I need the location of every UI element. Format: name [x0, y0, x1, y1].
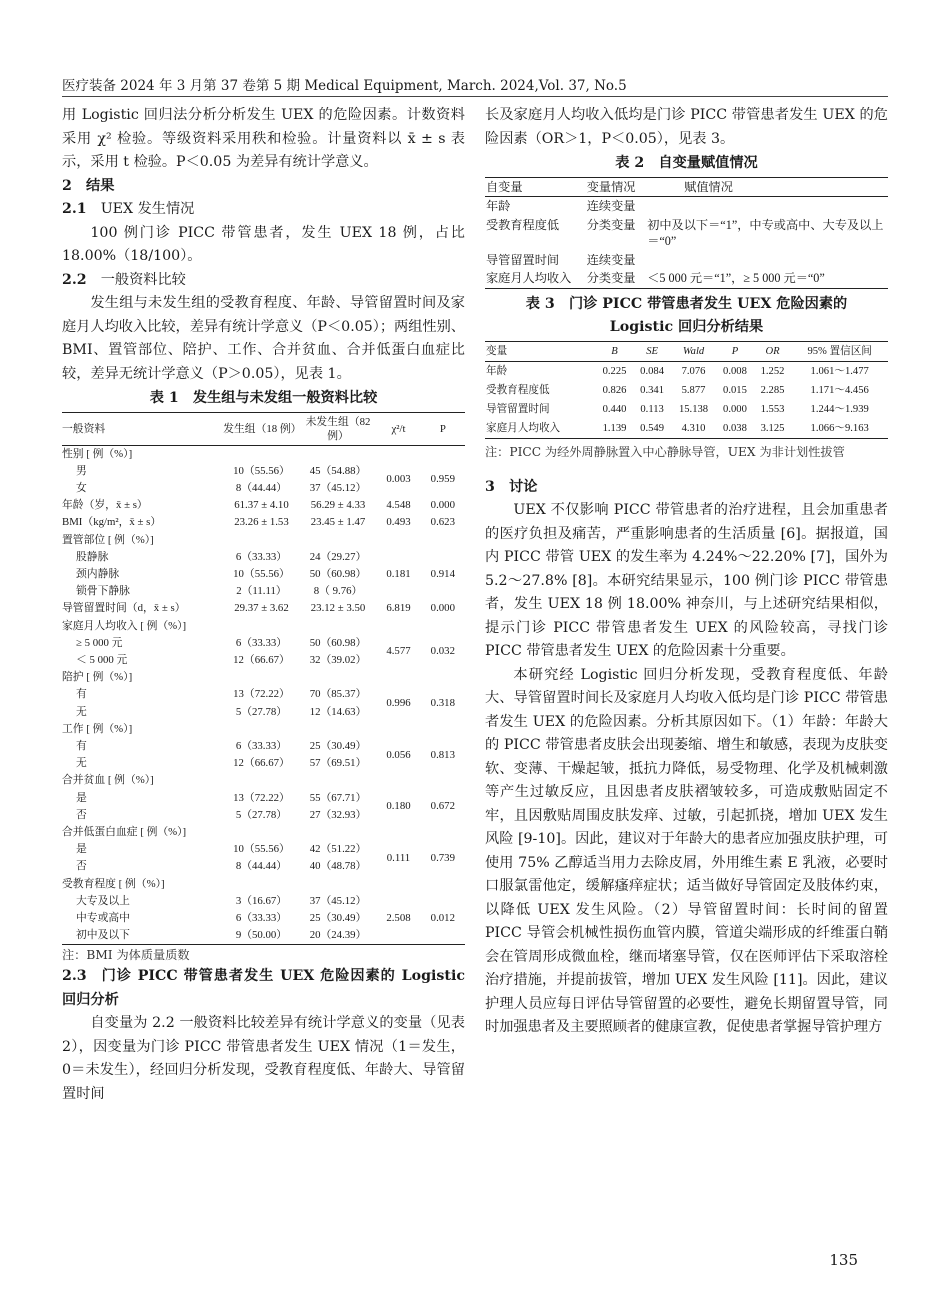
t1-label-cell: 股静脉 [76, 550, 109, 563]
t3-cell: 0.440 [602, 403, 627, 415]
section-3-heading: 3 讨论 [485, 478, 538, 495]
subsection-title: 门诊 PICC 带管患者发生 UEX 危险因素的 Logistic 回归分析 [62, 968, 465, 1008]
paragraph-2-2: 发生组与未发生组的受教育程度、年龄、导管留置时间及家庭月人均收入比较，差异有统计学意义（P＜0.05）；两组性别、BMI、置管部位、陪护、工作、合并贫血、合并低蛋白血症比较，差异无统计学意义（P＞0.05），见表 1。 [62, 295, 465, 382]
t1-header-cell: P [421, 412, 465, 445]
t1-group-a-cell: 8（44.44） [235, 860, 288, 873]
t2-type-cell: 连续变量 [586, 252, 636, 267]
t1-group-b-cell: 42（51.22） [309, 843, 367, 856]
table-row [62, 686, 465, 703]
t2-header-cell: 变量情况 [586, 177, 646, 197]
table-3-caption [485, 293, 888, 340]
table-row [485, 400, 888, 419]
continued-paragraph: 长及家庭月人均收入低均是门诊 PICC 带管患者发生 UEX 的危险因素（OR＞1，P＜0.05），见表 3。 [485, 107, 888, 147]
t1-p-cell: 0.959 [430, 473, 455, 486]
running-header: 医疗装备 2024 年 3 月第 37 卷第 5 期 Medical Equipment, March. 2024,Vol. 37, No.5 [62, 78, 627, 94]
t3-cell: 0.341 [640, 384, 665, 396]
t1-header-cell: 未发生组（82 例） [300, 412, 377, 445]
table-2-body [485, 197, 888, 289]
t1-p-cell [421, 772, 465, 789]
t3-cell: 1.171～4.456 [810, 384, 869, 396]
t1-group-b-cell: 57（69.51） [309, 757, 367, 770]
t1-label-cell: 男 [76, 464, 87, 477]
t1-label-cell: 合并贫血 [ 例（%）] [62, 774, 154, 787]
t1-group-a-cell [223, 721, 300, 738]
t1-group-a-cell: 12（66.67） [233, 653, 290, 666]
t1-group-b-cell [300, 532, 377, 549]
t1-stat-cell: 0.180 [386, 800, 411, 813]
t1-group-b-cell: 37（45.12） [309, 481, 367, 494]
t3-cell: 年龄 [486, 365, 508, 377]
table-row [485, 381, 888, 400]
t1-p-cell [421, 824, 465, 841]
t1-stat-cell: 0.111 [386, 851, 411, 864]
t1-group-a-cell: 8（44.44） [235, 481, 288, 494]
t1-label-cell: 无 [76, 705, 87, 718]
t1-label-cell: 无 [76, 757, 87, 770]
header-rule [62, 96, 888, 97]
intro-paragraph: 用 Logistic 回归法分析分析发生 UEX 的危险因素。计数资料采用 χ² 检验。等级资料采用秩和检验。计量资料以 x̄ ± s 表示，采用 t 检验。P＜0.05 为差异有统计学意义。 [62, 107, 465, 170]
right-column [485, 104, 888, 1040]
table-3 [485, 341, 888, 439]
table-row [62, 772, 465, 789]
t1-label-cell: 锁骨下静脉 [76, 585, 130, 598]
t1-group-a-cell: 6（33.33） [235, 739, 288, 752]
table-1-note: 注：BMI 为体质量质数 [62, 948, 190, 963]
t1-group-a-cell: 6（33.33） [235, 550, 288, 563]
t1-p-cell: 0.914 [430, 567, 455, 580]
table-row [62, 893, 465, 910]
t1-stat-cell [376, 772, 420, 789]
subsection-2-3-heading [62, 965, 465, 1012]
t1-group-a-cell: 13（72.22） [233, 688, 290, 701]
t3-header-cell: 95% 置信区间 [791, 341, 888, 361]
t1-p-cell: 0.623 [430, 516, 455, 529]
t1-header-cell: χ²/t [376, 412, 420, 445]
t3-header-cell: 变量 [485, 341, 596, 361]
table-row [62, 790, 465, 807]
t1-group-a-cell: 13（72.22） [233, 791, 290, 804]
table-row [62, 618, 465, 635]
t1-group-a-cell [223, 445, 300, 463]
table-row [62, 532, 465, 549]
t2-assignment-cell: ＜5 000 元＝“1”，≥ 5 000 元＝“0” [647, 271, 825, 285]
t1-label-cell: 否 [76, 808, 87, 821]
t2-header-cell: 赋值情况 [646, 177, 888, 197]
t3-cell: 1.066～9.163 [810, 422, 869, 434]
t1-group-b-cell [300, 721, 377, 738]
t1-label-cell: 工作 [ 例（%）] [62, 722, 133, 735]
table-row [62, 549, 465, 566]
table-1 [62, 412, 465, 946]
page-number: 135 [829, 1251, 858, 1269]
t1-group-b-cell: 50（60.98） [309, 567, 367, 580]
t1-p-cell: 0.032 [430, 645, 455, 658]
table-row [62, 721, 465, 738]
t1-label-cell: 年龄（岁，x̄ ± s） [62, 499, 148, 512]
table-2 [485, 177, 888, 289]
table-row [62, 824, 465, 841]
t3-header-cell: OR [754, 341, 792, 361]
t1-group-b-cell: 24（29.27） [309, 550, 367, 563]
t3-cell: 受教育程度低 [486, 384, 550, 396]
t1-group-a-cell: 29.37 ± 3.62 [234, 602, 289, 615]
t1-group-b-cell [300, 772, 377, 789]
t3-header-cell: B [596, 341, 634, 361]
t1-p-cell: 0.000 [430, 602, 455, 615]
t1-group-b-cell: 12（14.63） [309, 705, 367, 718]
t1-label-cell: BMI（kg/m²，x̄ ± s） [62, 516, 162, 529]
t1-p-cell [421, 876, 465, 893]
t3-cell: 0.113 [640, 403, 664, 415]
t1-group-a-cell [223, 669, 300, 686]
t1-group-b-cell: 27（32.93） [309, 808, 367, 821]
t1-label-cell: 性别 [ 例（%）] [62, 447, 133, 460]
t3-cell: 0.008 [723, 365, 747, 377]
t1-label-cell: 有 [76, 739, 87, 752]
t3-cell: 0.000 [723, 403, 747, 415]
subsection-number: 2.2 [62, 271, 87, 288]
discussion-paragraph-1: UEX 不仅影响 PICC 带管患者的治疗进程，且会加重患者的医疗负担及痛苦，严重影响患者的生活质量 [6]。据报道，国内 PICC 带管 UEX 的发生率为 4.24%～22.20% [7]，国外为 5.2～27.8% [8]。本研究结果显示，100 例门诊 PICC 带管患者，发生 UEX 18 例 18.00% 神奈川，与上述研究结果相似，提示门诊 PICC 带管患者发生 UEX 的风险较高，寻找门诊 PICC 带管患者发生 UEX 的危险因素十分重要。 [485, 502, 888, 659]
table-3-note: 注：PICC 为经外周静脉置入中心静脉导管，UEX 为非计划性拔管 [485, 444, 845, 459]
t1-stat-cell [376, 876, 420, 893]
t3-cell: 1.061～1.477 [810, 365, 869, 377]
t1-label-cell: 是 [76, 843, 87, 856]
t1-group-b-cell: 25（30.49） [309, 739, 367, 752]
t1-group-a-cell [223, 876, 300, 893]
t1-header-cell: 一般资料 [62, 412, 223, 445]
t1-group-b-cell: 20（24.39） [309, 929, 367, 942]
t1-p-cell [421, 532, 465, 549]
t1-group-b-cell: 32（39.02） [309, 653, 367, 666]
t3-cell: 0.038 [723, 422, 747, 434]
t1-group-a-cell [223, 772, 300, 789]
t1-group-b-cell [300, 669, 377, 686]
t1-stat-cell [376, 618, 420, 635]
t1-p-cell [421, 721, 465, 738]
t2-type-cell: 连续变量 [586, 199, 636, 213]
t1-stat-cell: 2.508 [386, 911, 411, 924]
table-row [62, 876, 465, 893]
t1-stat-cell [376, 824, 420, 841]
table-row [485, 419, 888, 439]
table-row [62, 497, 465, 514]
t1-stat-cell [376, 721, 420, 738]
t1-p-cell: 0.672 [430, 800, 455, 813]
t1-label-cell: 初中及以下 [76, 929, 130, 942]
paragraph-2-1: 100 例门诊 PICC 带管患者，发生 UEX 18 例，占比 18.00%（18/100）。 [62, 224, 465, 264]
t1-stat-cell [376, 532, 420, 549]
t1-group-b-cell [300, 824, 377, 841]
t1-group-a-cell [223, 618, 300, 635]
t3-cell: 导管留置时间 [486, 403, 550, 415]
t1-label-cell: 家庭月人均收入 [ 例（%）] [62, 619, 187, 632]
t1-stat-cell: 0.181 [386, 567, 411, 580]
t1-label-cell: ≥ 5 000 元 [76, 636, 123, 649]
subsection-2-1-heading [62, 198, 465, 222]
t1-group-a-cell [223, 824, 300, 841]
left-column [62, 104, 465, 1106]
discussion-paragraph-2: 本研究经 Logistic 回归分析发现，受教育程度低、年龄大、导管留置时间长及家庭月人均收入低均是门诊 PICC 带管患者发生 UEX 的危险因素。分析其原因如下。（1）年龄：年龄大的 PICC 带管患者皮肤会出现萎缩、增生和敏感，表现为皮肤变软、变薄、干燥起皱，抵抗力降低，易受物理、化学及机械刺激等产生过敏反应，且因患者皮肤褶皱较多，可造成敷贴固定不牢，且因敷贴周围皮肤发痒、过敏，引起抓挠，增加 UEX 发生风险 [9-10]。因此，建议对于年龄大的患者应加强皮肤护理，可使用 75% 乙醇适当用力去除皮屑，外用维生素 E 乳液，必要时口服氯雷他定，缓解瘙痒症状；适当做好导管固定及肢体约束，以降低 UEX 发生风险。（2）导管留置时间：长时间的留置 PICC 导管会机械性损伤血管内膜，管道尖端形成的纤维蛋白鞘会在管周形成微血栓，继而堵塞导管，仅在医师评估下采取溶栓治疗措施，并提前拔管，增加 UEX 发生风险 [11]。因此，建议护理人员应每日评估导管留置的必要性，避免长期留置导管，同时加强患者及主要照顾者的健康宣教，促使患者掌握导管护理方 [485, 666, 888, 1035]
t1-label-cell: ＜ 5 000 元 [76, 653, 128, 666]
t1-p-cell: 0.012 [430, 911, 455, 924]
t1-group-b-cell: 56.29 ± 4.33 [310, 499, 366, 512]
t1-p-cell [421, 669, 465, 686]
table-2-caption: 表 2 自变量赋值情况 [615, 155, 758, 171]
t2-type-cell: 分类变量 [586, 271, 636, 285]
t3-cell: 5.877 [681, 384, 706, 396]
t3-cell: 1.244～1.939 [810, 403, 869, 415]
t2-type-cell: 分类变量 [586, 217, 636, 232]
t1-group-a-cell: 5（27.78） [235, 705, 288, 718]
t1-group-b-cell: 40（48.78） [309, 860, 367, 873]
subsection-number: 2.3 [62, 968, 87, 985]
t1-group-a-cell: 2（11.11） [236, 585, 287, 598]
table-row [62, 463, 465, 480]
section-2-heading: 2 结果 [62, 177, 115, 194]
t1-group-b-cell: 55（67.71） [309, 791, 367, 804]
t1-group-b-cell: 8（ 9.76） [313, 585, 363, 598]
t1-p-cell [421, 618, 465, 635]
t3-header-cell: P [716, 341, 754, 361]
t1-label-cell: 女 [76, 481, 87, 494]
t1-group-b-cell: 45（54.88） [309, 464, 367, 477]
t1-label-cell: 中专或高中 [76, 911, 130, 924]
t3-cell: 4.310 [681, 422, 706, 434]
subsection-title: UEX 发生情况 [100, 201, 195, 217]
t1-stat-cell: 0.493 [386, 516, 411, 529]
t2-header-cell: 自变量 [485, 177, 586, 197]
table-1-caption: 表 1 发生组与未发组一般资料比较 [149, 390, 378, 406]
t1-stat-cell: 4.577 [386, 645, 411, 658]
t1-group-a-cell: 3（16.67） [235, 894, 288, 907]
t1-group-b-cell [300, 876, 377, 893]
t3-cell: 家庭月人均收入 [486, 422, 561, 434]
table-row [62, 841, 465, 858]
table-3-body [485, 361, 888, 438]
t3-cell: 1.553 [760, 403, 785, 415]
t1-group-a-cell: 12（66.67） [233, 757, 290, 770]
t1-group-a-cell: 9（50.00） [235, 929, 288, 942]
t3-cell: 0.225 [602, 365, 627, 377]
table-row [62, 600, 465, 617]
t1-group-a-cell: 6（33.33） [235, 911, 288, 924]
t1-label-cell: 颈内静脉 [76, 567, 120, 580]
table-row [62, 738, 465, 755]
t1-label-cell: 是 [76, 791, 87, 804]
t1-stat-cell: 0.056 [386, 748, 411, 761]
t2-assignment-cell [646, 197, 888, 216]
t1-label-cell: 置管部位 [ 例（%）] [62, 533, 154, 546]
t1-group-a-cell [223, 532, 300, 549]
t1-label-cell: 大专及以上 [76, 894, 130, 907]
table-3-caption-line: Logistic 回归分析结果 [609, 319, 764, 335]
table-row [62, 635, 465, 652]
t3-cell: 1.252 [760, 365, 785, 377]
t3-cell: 2.285 [760, 384, 785, 396]
t1-group-a-cell: 10（55.56） [233, 464, 290, 477]
t1-group-b-cell: 25（30.49） [309, 911, 367, 924]
t3-cell: 1.139 [602, 422, 627, 434]
t1-header-cell: 发生组（18 例） [223, 412, 300, 445]
t3-header-cell: Wald [671, 341, 716, 361]
t1-group-b-cell: 37（45.12） [309, 894, 367, 907]
t3-cell: 0.549 [640, 422, 665, 434]
table-row [485, 197, 888, 216]
t2-variable-cell: 受教育程度低 [486, 217, 560, 232]
t1-stat-cell: 0.003 [386, 473, 411, 486]
t2-assignment-cell [646, 251, 888, 270]
t1-group-a-cell: 5（27.78） [235, 808, 288, 821]
t3-header-cell: SE [633, 341, 671, 361]
t3-cell: 3.125 [760, 422, 785, 434]
t1-stat-cell: 4.548 [386, 499, 411, 512]
t1-group-b-cell: 50（60.98） [309, 636, 367, 649]
table-row [62, 514, 465, 531]
t1-p-cell [421, 445, 465, 463]
t2-assignment-cell: 初中及以下＝“1”，中专或高中、大专及以上＝“0” [647, 217, 884, 248]
table-row [485, 269, 888, 288]
table-row [62, 669, 465, 686]
table-row [62, 445, 465, 463]
t1-group-a-cell: 6（33.33） [235, 636, 288, 649]
subsection-2-2-heading [62, 269, 465, 293]
t1-p-cell: 0.739 [430, 851, 455, 864]
t1-group-b-cell: 23.12 ± 3.50 [310, 602, 366, 615]
t3-cell: 0.015 [723, 384, 747, 396]
subsection-title: 一般资料比较 [100, 271, 186, 288]
t1-p-cell: 0.813 [430, 748, 455, 761]
table-3-caption-line: 表 3 门诊 PICC 带管患者发生 UEX 危险因素的 [525, 295, 848, 312]
t1-group-b-cell [300, 445, 377, 463]
table-row [485, 361, 888, 381]
t2-variable-cell: 家庭月人均收入 [486, 271, 572, 285]
t1-group-a-cell: 10（55.56） [233, 843, 290, 856]
t1-p-cell: 0.000 [430, 499, 455, 512]
t1-group-b-cell [300, 618, 377, 635]
t1-group-b-cell: 23.45 ± 1.47 [310, 516, 366, 529]
t1-p-cell: 0.318 [430, 696, 455, 709]
t2-variable-cell: 年龄 [486, 199, 511, 213]
t1-stat-cell: 6.819 [386, 602, 411, 615]
t3-cell: 7.076 [681, 365, 706, 377]
table-1-body [62, 445, 465, 945]
t1-stat-cell: 0.996 [386, 696, 411, 709]
t1-stat-cell [376, 669, 420, 686]
t2-variable-cell: 导管留置时间 [486, 252, 560, 267]
t1-label-cell: 合并低蛋白血症 [ 例（%）] [62, 825, 187, 838]
t3-cell: 0.084 [640, 365, 665, 377]
t1-label-cell: 有 [76, 688, 87, 701]
table-row [485, 216, 888, 251]
table-row [485, 251, 888, 270]
t1-group-a-cell: 61.37 ± 4.10 [234, 499, 289, 512]
t1-stat-cell [376, 445, 420, 463]
t3-cell: 0.826 [602, 384, 627, 396]
paragraph-2-3: 自变量为 2.2 一般资料比较差异有统计学意义的变量（见表 2），因变量为门诊 PICC 带管患者发生 UEX 情况（1＝发生，0＝未发生），经回归分析发现，受教育程度低、年龄大、导管留置时间 [62, 1015, 465, 1102]
t1-label-cell: 受教育程度 [ 例（%）] [62, 877, 165, 890]
t1-label-cell: 陪护 [ 例（%）] [62, 671, 133, 684]
t1-label-cell: 否 [76, 860, 87, 873]
subsection-number: 2.1 [62, 201, 87, 217]
t1-label-cell: 导管留置时间（d，x̄ ± s） [62, 602, 186, 615]
t1-group-a-cell: 23.26 ± 1.53 [234, 516, 289, 529]
t3-cell: 15.138 [678, 403, 709, 415]
t1-group-b-cell: 70（85.37） [309, 688, 367, 701]
t1-group-a-cell: 10（55.56） [233, 567, 290, 580]
